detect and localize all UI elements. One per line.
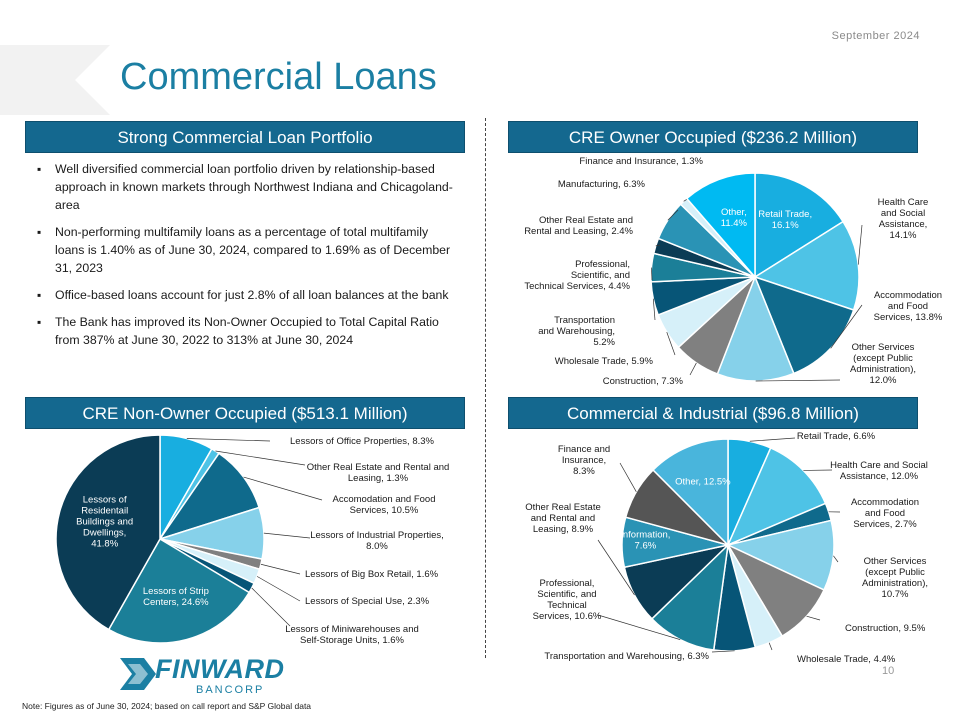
page-title: Commercial Loans — [120, 56, 437, 98]
slice-label: Other Real Estate and Rental and Leasing, 2.4% — [524, 215, 633, 237]
slice-label: Health Care and Social Assistance, 12.0% — [830, 460, 928, 482]
slice-label: Manufacturing, 6.3% — [557, 179, 645, 190]
slice-label: Lessors of Miniwarehouses and Self-Storage Units, 1.6% — [285, 624, 419, 646]
slice-label: Lessors of Residentail Buildings and Dwellings, 41.8% — [76, 494, 134, 550]
slice-label: Accommodation and Food Services, 2.7% — [850, 497, 920, 530]
finward-logo-mark — [118, 656, 158, 692]
slice-label: Lessors of Special Use, 2.3% — [305, 596, 430, 607]
slice-label: Retail Trade, 6.6% — [796, 431, 876, 442]
portfolio-bullets — [35, 160, 460, 358]
slice-label: Other Services (except Public Administration), 10.7% — [862, 556, 928, 600]
page-number: 10 — [882, 665, 895, 677]
slice-label: Lessors of Industrial Properties, 8.0% — [310, 530, 444, 552]
slice-label: Construction, 7.3% — [602, 376, 683, 387]
leader-line — [264, 533, 310, 538]
slice-label: Information, 7.6% — [620, 529, 671, 552]
slice-label: Retail Trade, 16.1% — [758, 208, 813, 231]
slice-label: Construction, 9.5% — [845, 623, 926, 634]
slice-label: Other Real Estate and Rental and Leasing, 1.3% — [306, 462, 450, 484]
bullet-item: ▪ Office-based loans account for just 2.8% of all loan balances at the bank — [35, 286, 460, 304]
slice-label: Professional, Scientific, and Technical Services, 4.4% — [524, 259, 630, 292]
leader-line — [833, 556, 838, 562]
footnote: Note: Figures as of June 30, 2024; based on call report and S&P Global data — [22, 701, 312, 711]
slice-label: Other, 11.4% — [720, 206, 748, 229]
bullet-item: ▪ The Bank has improved its Non-Owner Occupied to Total Capital Ratio from 387% at June 30, 2022 to 313% at June 30, 2024 — [35, 313, 460, 349]
slice-label: Accomodation and Food Services, 10.5% — [332, 494, 436, 516]
slice-label: Lessors of Strip Centers, 24.6% — [142, 585, 209, 608]
cre-owner-pie-chart — [490, 155, 960, 395]
slice-label: Lessors of Big Box Retail, 1.6% — [305, 569, 439, 580]
bullet-item: ▪ Well diversified commercial loan portfolio driven by relationship-based approach in known markets through Northwest Indiana and Chicagoland-area — [35, 160, 460, 214]
slice-label: Other, 12.5% — [675, 476, 731, 488]
leader-line — [858, 225, 862, 265]
leader-line — [187, 439, 270, 441]
cni-banner: Commercial & Industrial ($96.8 Million) — [508, 397, 918, 429]
slice-label: Other Services (except Public Administration), 12.0% — [850, 342, 916, 386]
slice-label: Wholesale Trade, 4.4% — [797, 654, 896, 665]
cre-non-owner-banner: CRE Non-Owner Occupied ($513.1 Million) — [25, 397, 465, 429]
slice-label: Health Care and Social Assistance, 14.1% — [877, 197, 929, 241]
slice-label: Professional, Scientific, and Technical Services, 10.6% — [532, 578, 602, 622]
logo-subtitle: BANCORP — [196, 684, 265, 696]
slice-label: Finance and Insurance, 1.3% — [579, 156, 703, 167]
slice-label: Accommodation and Food Services, 13.8% — [873, 290, 943, 323]
slice-label: Lessors of Office Properties, 8.3% — [290, 436, 434, 447]
leader-line — [769, 643, 772, 650]
report-date: September 2024 — [831, 30, 920, 42]
leader-line — [750, 438, 795, 441]
logo-wordmark: FINWARD — [155, 654, 285, 684]
slice-label: Other Real Estate and Rental and Leasing, 8.9% — [525, 502, 601, 535]
leader-line — [807, 616, 820, 620]
slice-label: Finance and Insurance, 8.3% — [557, 444, 611, 477]
slice-label: Transportation and Warehousing, 5.2% — [538, 315, 615, 348]
bullet-item: ▪ Non-performing multifamily loans as a percentage of total multifamily loans is 1.40% as of June 30, 2024, compared to 1.69% as of December 31, 2023 — [35, 223, 460, 277]
leader-line — [257, 576, 300, 601]
leader-line — [261, 564, 300, 574]
cre-owner-banner: CRE Owner Occupied ($236.2 Million) — [508, 121, 918, 153]
portfolio-banner: Strong Commercial Loan Portfolio — [25, 121, 465, 153]
slice-label: Wholesale Trade, 5.9% — [554, 356, 653, 367]
cre-non-owner-pie-chart — [0, 430, 470, 660]
leader-line — [690, 363, 696, 375]
leader-line — [252, 588, 290, 626]
cni-pie-chart — [490, 430, 960, 665]
column-divider — [485, 118, 486, 658]
slice-label: Transportation and Warehousing, 6.3% — [544, 651, 709, 662]
leader-line — [620, 463, 636, 492]
